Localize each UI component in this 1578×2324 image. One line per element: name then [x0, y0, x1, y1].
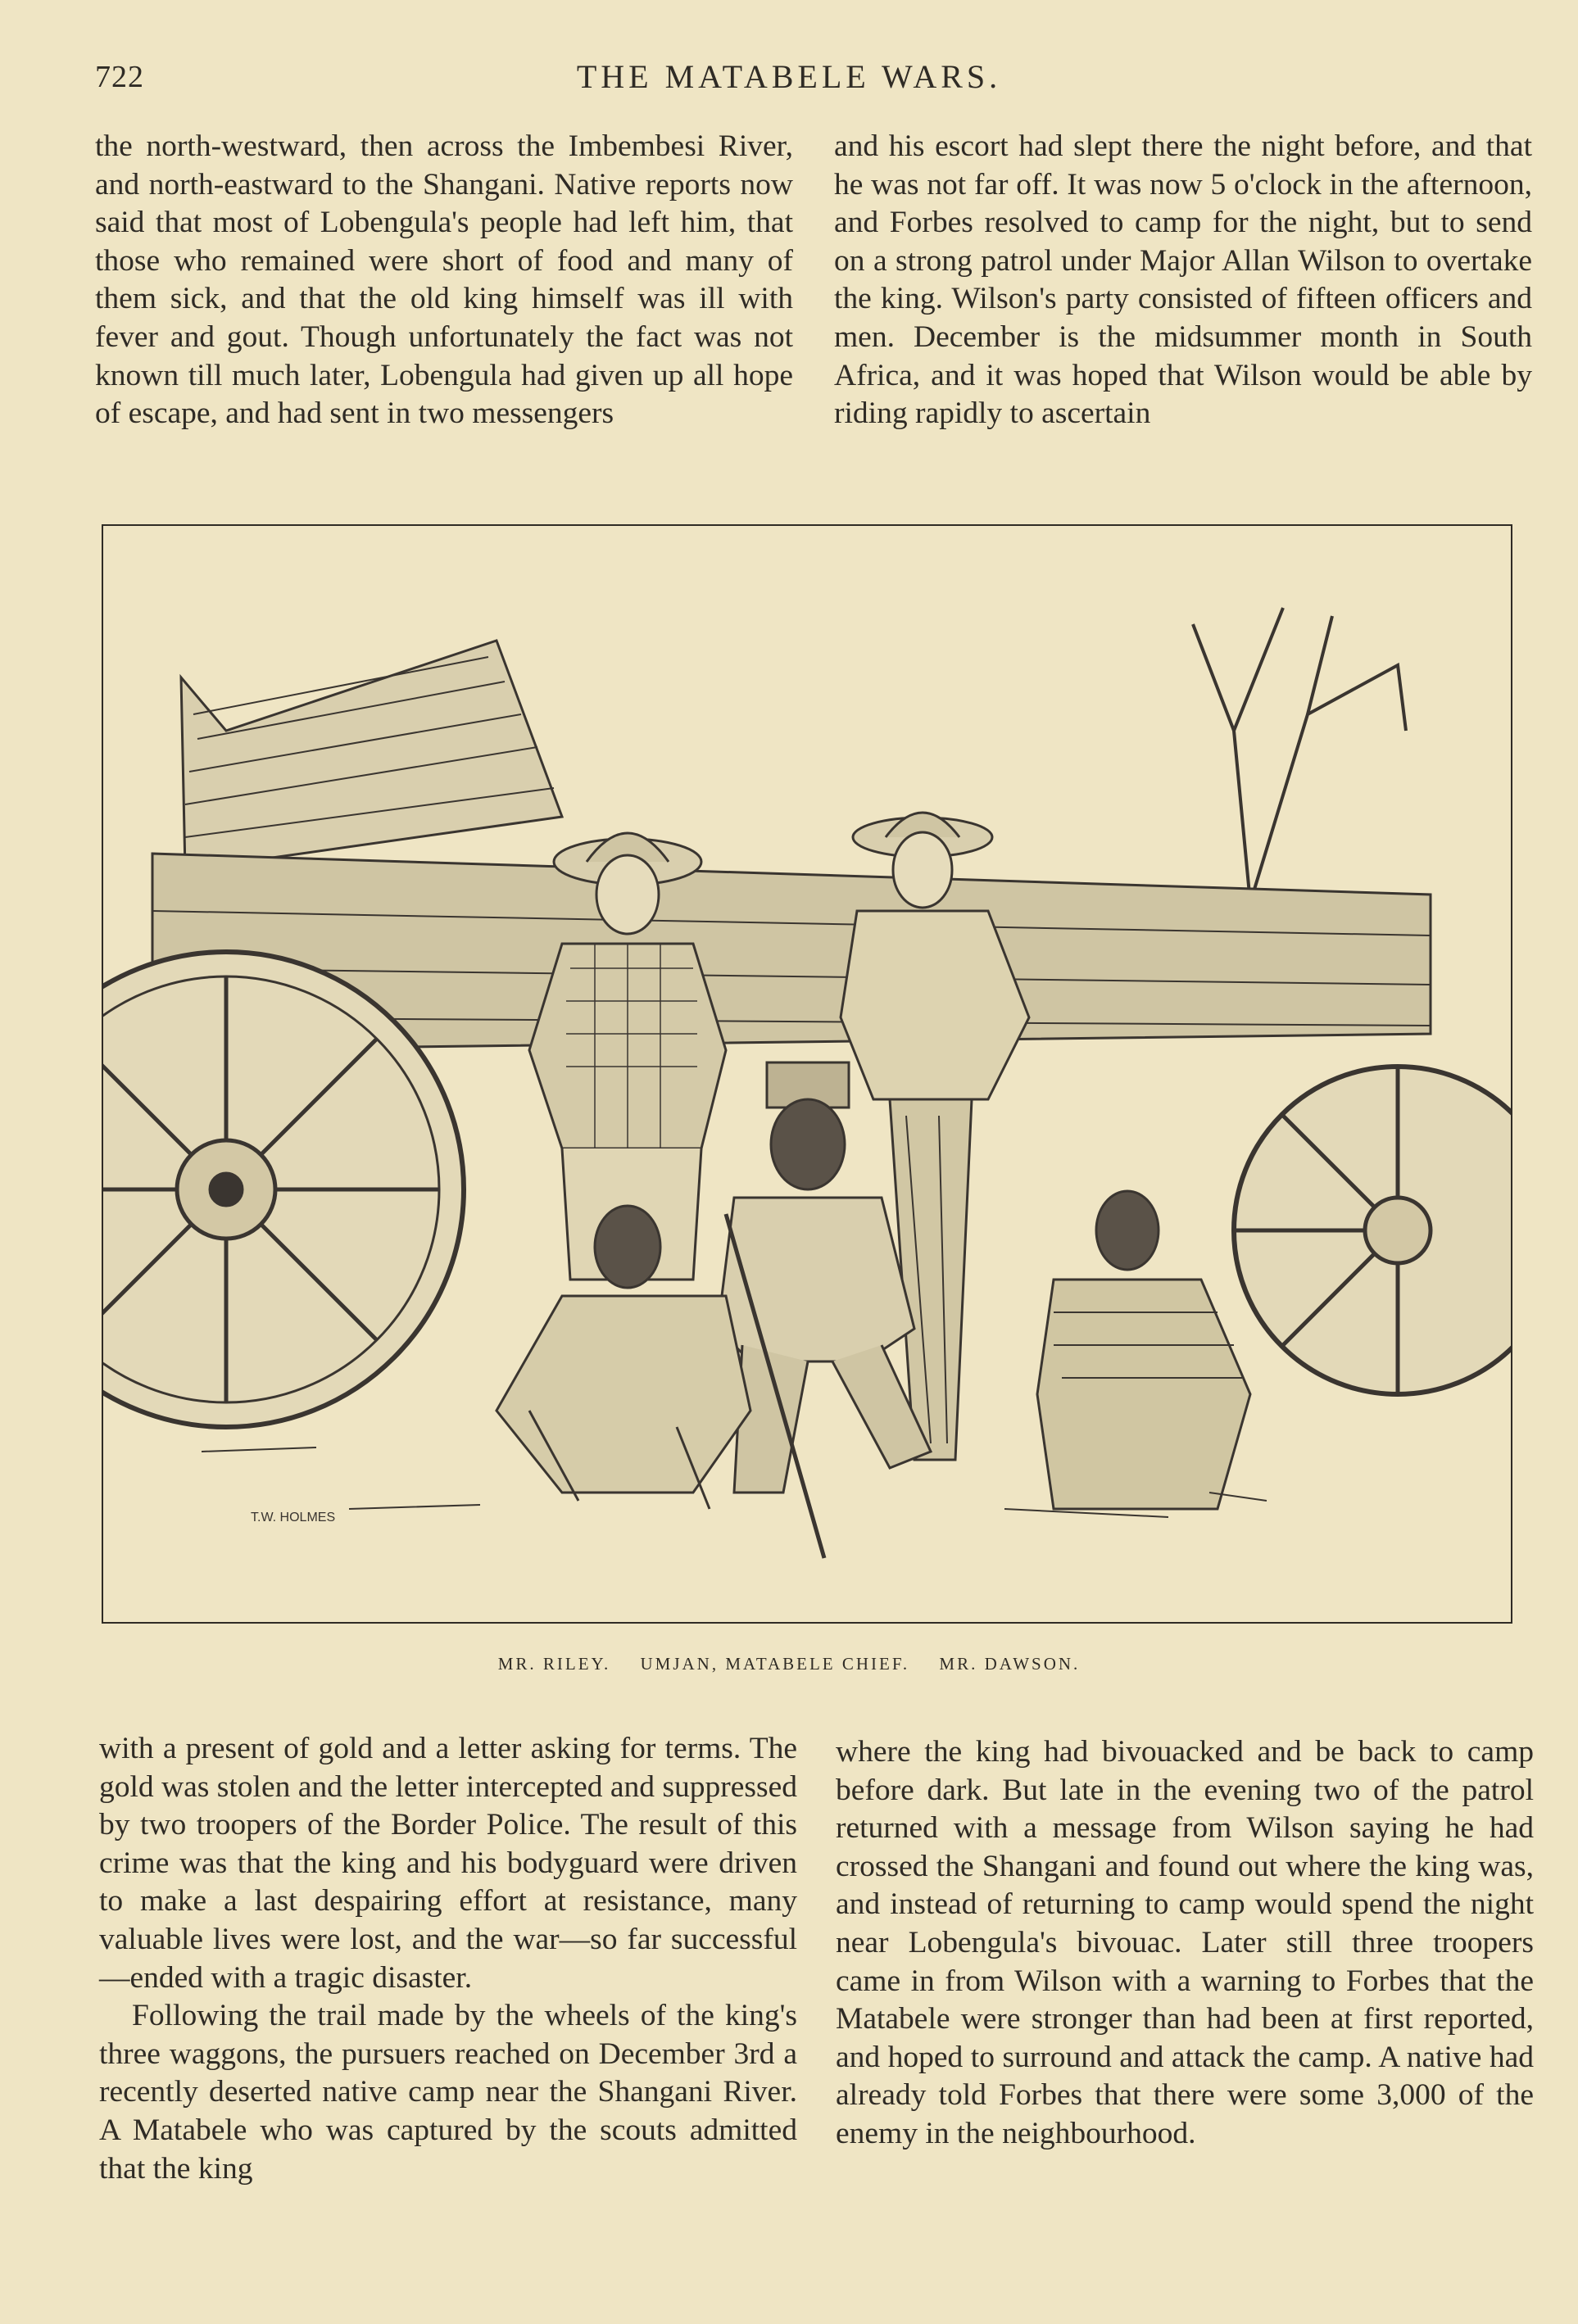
caption-name-dawson: MR. DAWSON.: [939, 1654, 1081, 1674]
paragraph: the north-westward, then across the Imbembesi River, and north-eastward to the Shangani. Native reports now said that most of Lobengula's people had left him, that those who remained were short of food and many of them sick, and that the old king himself was ill with fever and gout. Though unfortunately the fact was not known till much later, Lobengula had given up all hope of escape, and had sent in two messengers: [95, 129, 793, 431]
paragraph: Following the trail made by the wheels of the king's three waggons, the pursuers reached on December 3rd a recently deserted native camp near the Shangani River. A Matabele who was captured by the scouts admitted that the king: [99, 1999, 797, 2186]
paragraph: where the king had bivouacked and be back to camp before dark. But late in the evening two of the patrol returned with a message from Wilson saying he had crossed the Shangani and found out where the king was, and instead of returning to camp would spend the night near Lobengula's bivouac. Later still three troopers came in from Wilson with a warning to Forbes that the Matabele were stronger than had been at first reported, and hoped to surround and attack the camp. A native had already told Forbes that there were some 3,000 of the enemy in the neighbourhood.: [836, 1735, 1534, 2150]
caption-name-umjan: UMJAN, MATABELE CHIEF.: [640, 1654, 910, 1674]
column-top-left: [95, 128, 793, 433]
caption-name-riley: MR. RILEY.: [497, 1654, 611, 1674]
running-title: THE MATABELE WARS.: [576, 58, 1002, 95]
column-top-right: [834, 128, 1532, 433]
paragraph: and his escort had slept there the night before, and that he was not far off. It was now 5 o'clock in the afternoon, and Forbes resolved to camp for the night, but to send on a strong patrol under Major Allan Wilson to overtake the king. Wilson's party consisted of fifteen officers and men. December is the midsummer month in South Africa, and it was hoped that Wilson would be able by riding rapidly to ascertain: [834, 129, 1532, 431]
engraving-drawing: [103, 526, 1511, 1622]
artist-signature: T.W. HOLMES: [251, 1511, 336, 1524]
page-number: 722: [95, 60, 144, 94]
column-bottom-left: [99, 1730, 797, 2188]
figure-caption: [0, 1654, 1578, 1674]
column-bottom-right: [836, 1733, 1534, 2154]
engraving-illustration: [102, 524, 1512, 1624]
paragraph: with a present of gold and a letter asking for terms. The gold was stolen and the letter intercepted and suppressed by two troopers of the Border Police. The result of this crime was that the king and his bodyguard were driven to make a last despairing effort at resistance, many valuable lives were lost, and the war—so far successful—ended with a tragic disaster.: [99, 1732, 797, 1995]
